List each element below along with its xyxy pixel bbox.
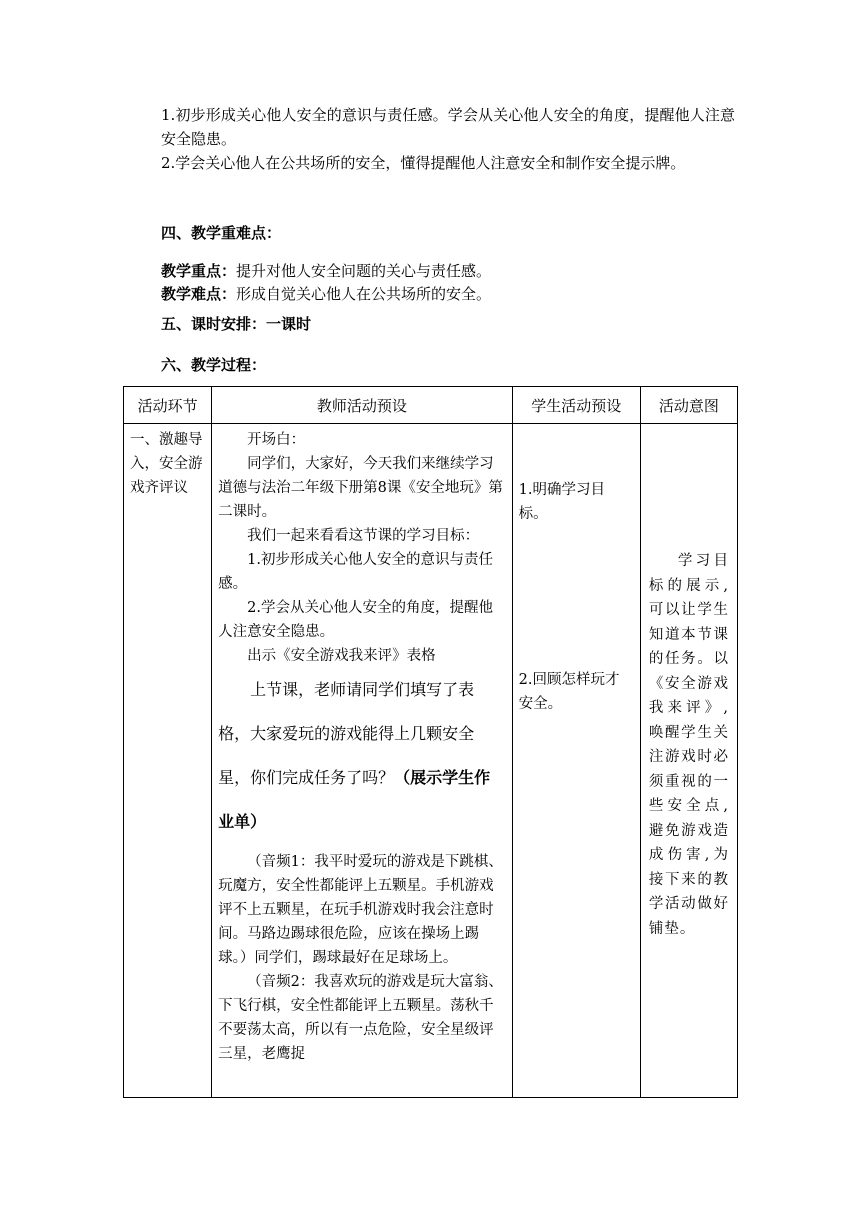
difficult-point	[161, 283, 491, 305]
difficult-point-text: 形成自觉关心他人在公共场所的安全。	[236, 285, 492, 303]
intent-cell	[640, 424, 737, 1098]
teacher-line: 出示《安全游戏我来评》表格	[247, 648, 436, 664]
section-4-heading: 四、教学重难点：	[161, 224, 282, 242]
student-line: 2.回顾怎样玩才安全。	[518, 672, 620, 712]
table-row	[124, 424, 738, 1098]
header-student: 学生活动预设	[512, 387, 640, 424]
intent-text: 学习目标的展示,可以让学生知道本节课的任务。以《安全游戏我来评》,唤醒学生关注游戏时必须重视的一些安全点,避免游戏造成伤害,为接下来的教学活动做好铺垫。	[648, 553, 729, 937]
teacher-cell	[212, 424, 512, 1098]
teacher-line: （音频2：我喜欢玩的游戏是玩大富翁、下飞行棋，安全性都能评上五颗星。荡秋千不要荡太高，所以有一点危险，安全星级评三星，老鹰捉	[218, 974, 503, 1062]
key-point-label: 教学重点：	[161, 262, 237, 280]
objective-2: 2.学会关心他人在公共场所的安全，懂得提醒他人注意安全和制作安全提示牌。	[161, 154, 686, 172]
difficult-point-label: 教学难点：	[161, 285, 237, 303]
teacher-line: 上节课，老师请同学们填写了表格，大家爱玩的游戏能得上几颗安全星，你们完成任务了吗？（展示学生作业单）	[218, 680, 491, 831]
teacher-line: 同学们，大家好，今天我们来继续学习道德与法治二年级下册第8课《安全地玩》第二课时。	[218, 456, 503, 520]
header-teacher: 教师活动预设	[212, 387, 512, 424]
objective-1: 1.初步形成关心他人安全的意识与责任感。学会从关心他人安全的角度，提醒他人注意安全隐患。	[161, 106, 735, 148]
student-line: 1.明确学习目标。	[518, 482, 605, 522]
student-cell	[512, 424, 640, 1098]
header-intent: 活动意图	[640, 387, 737, 424]
stage-cell: 一、激趣导入，安全游戏齐评议	[124, 424, 212, 1098]
teacher-line: 我们一起来看看这节课的学习目标：	[247, 528, 480, 544]
section-5-heading: 五、课时安排：一课时	[161, 315, 312, 333]
teacher-line: （音频1：我平时爱玩的游戏是下跳棋、玩魔方，安全性都能评上五颗星。手机游戏评不上五颗星，在玩手机游戏时我会注意时间。马路边踢球很危险，应该在操场上踢球。）同学们，踢球最好在足球场上。	[218, 854, 503, 966]
teacher-emphasis: （展示学生作业单）	[218, 768, 491, 831]
header-stage: 活动环节	[124, 387, 212, 424]
teacher-line: 开场白：	[247, 432, 306, 448]
teacher-line: 2.学会从关心他人安全的角度，提醒他人注意安全隐患。	[218, 600, 493, 640]
table-header-row	[124, 387, 738, 424]
key-point	[161, 260, 491, 282]
teacher-line: 1.初步形成关心他人安全的意识与责任感。	[218, 552, 493, 592]
lesson-plan-table	[123, 386, 738, 1098]
section-6-heading: 六、教学过程：	[161, 356, 267, 374]
key-point-text: 提升对他人安全问题的关心与责任感。	[236, 262, 492, 280]
